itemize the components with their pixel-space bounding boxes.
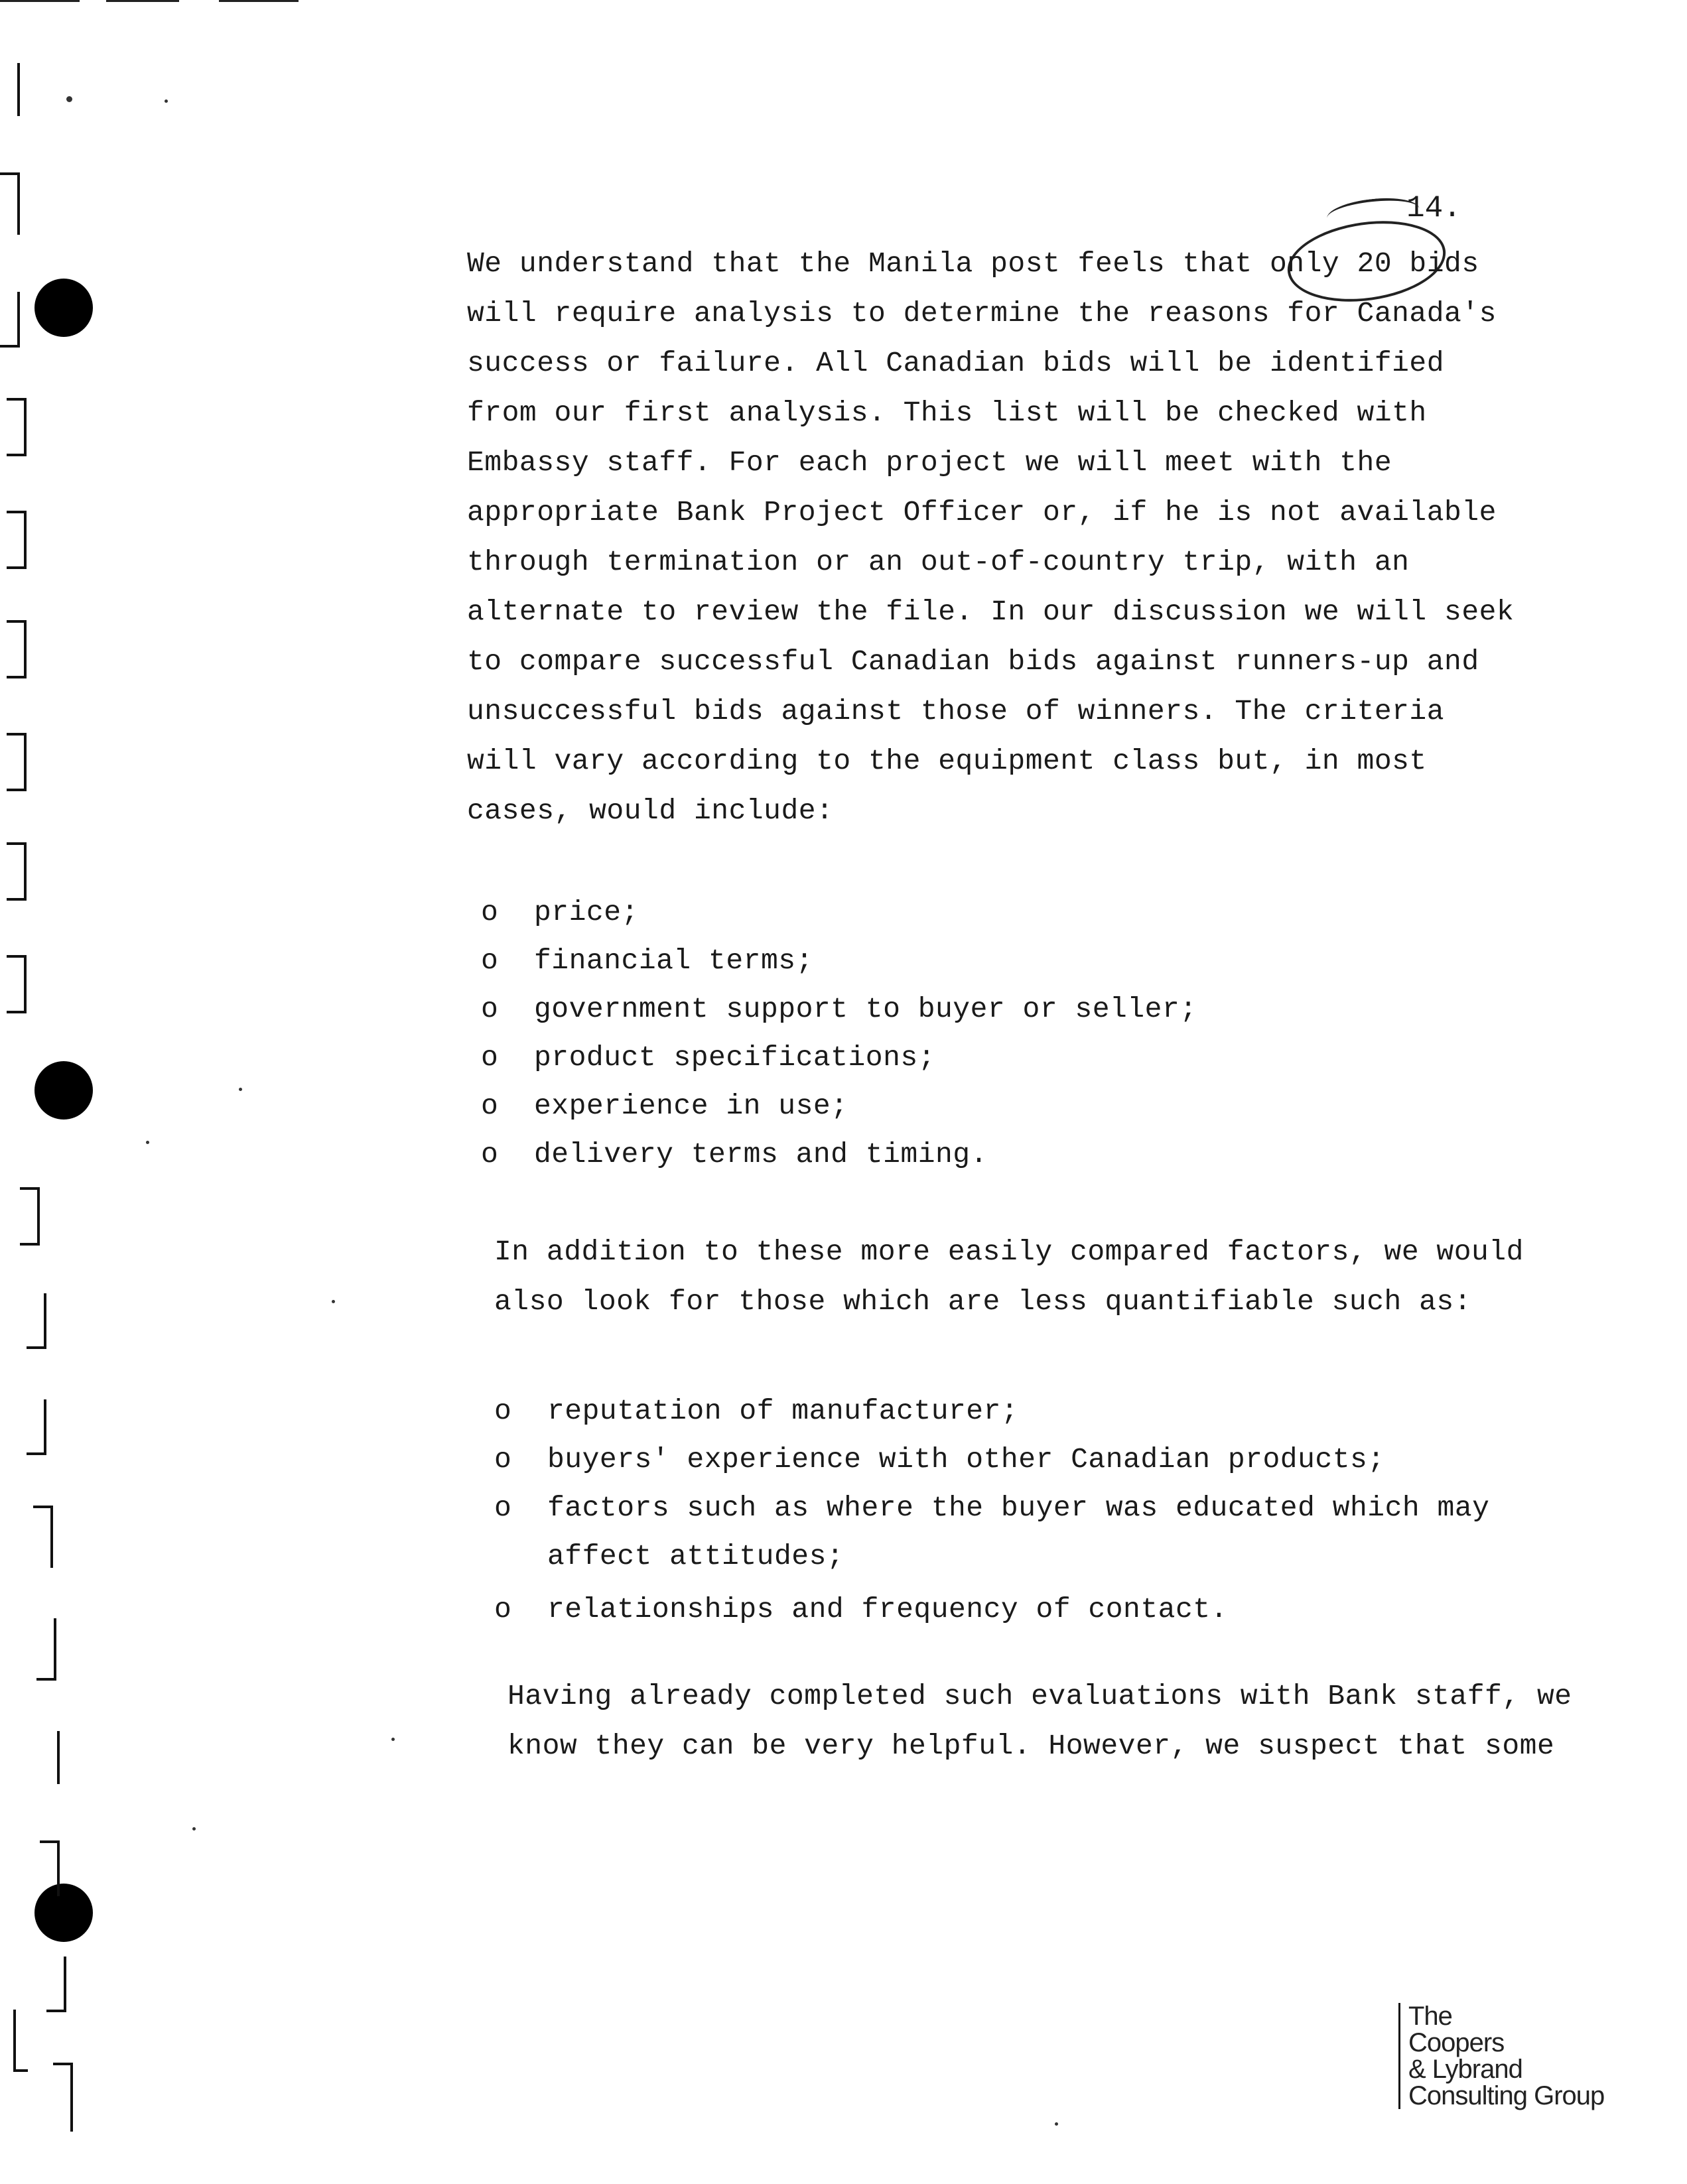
bullet-marker: o <box>494 1443 512 1476</box>
list-item-text: product specifications; <box>534 1041 935 1074</box>
list-item-text: financial terms; <box>534 944 813 977</box>
margin-bracket <box>7 398 27 456</box>
bullet-marker: o <box>494 1395 512 1427</box>
text-line: to compare successful Canadian bids against runners-up and <box>467 645 1479 678</box>
list-item-text: price; <box>534 896 639 929</box>
margin-bracket <box>7 511 27 569</box>
text-line: We understand that the Manila post feels that only 20 bids <box>467 247 1479 280</box>
text-line: from our first analysis. This list will be checked with <box>467 397 1427 429</box>
text-line: will vary according to the equipment class but, in most <box>467 745 1427 777</box>
text-line: In addition to these more easily compared factors, we would <box>494 1236 1524 1268</box>
bullet-marker: o <box>481 944 499 977</box>
margin-bracket <box>46 1957 66 2012</box>
margin-bracket <box>0 63 20 116</box>
qualitative-list <box>494 1386 1489 1633</box>
list-item-continuation: affect attitudes; <box>547 1540 844 1573</box>
scan-speck <box>1055 2122 1058 2126</box>
list-item <box>481 984 1197 1033</box>
text-line: unsuccessful bids against those of winners. The criteria <box>467 695 1445 728</box>
margin-bracket <box>33 1506 53 1568</box>
list-item-text: experience in use; <box>534 1090 848 1122</box>
text-line: will require analysis to determine the reasons for Canada's <box>467 297 1497 330</box>
text-line: know they can be very helpful. However, we suspect that some <box>507 1730 1555 1762</box>
margin-bracket <box>27 1293 46 1349</box>
scan-speck <box>66 96 72 102</box>
margin-bracket <box>13 2010 28 2072</box>
logo-line: Coopers <box>1408 2028 1505 2057</box>
bullet-marker: o <box>481 896 499 929</box>
paragraph-intro <box>467 239 1514 836</box>
list-item-text: buyers' experience with other Canadian products; <box>547 1443 1385 1476</box>
margin-bracket <box>0 172 20 235</box>
text-line: also look for those which are less quantifiable such as: <box>494 1285 1472 1318</box>
top-rule-right <box>219 0 299 2</box>
list-item-text: delivery terms and timing. <box>534 1138 988 1171</box>
text-line: cases, would include: <box>467 795 834 827</box>
list-item <box>481 1081 1197 1129</box>
scan-speck <box>146 1141 149 1144</box>
list-item <box>494 1386 1489 1435</box>
margin-bracket <box>40 1840 60 1896</box>
text-line: appropriate Bank Project Officer or, if he is not available <box>467 496 1497 529</box>
binder-hole-top <box>34 279 93 337</box>
scan-speck <box>332 1300 335 1303</box>
scan-speck <box>165 99 168 103</box>
list-item <box>481 1033 1197 1081</box>
scan-speck <box>239 1088 242 1091</box>
margin-bracket <box>7 733 27 791</box>
top-rule-left <box>0 0 80 2</box>
margin-bracket <box>27 1399 46 1455</box>
logo-line: & Lybrand <box>1408 2055 1522 2084</box>
bullet-marker: o <box>481 993 499 1025</box>
margin-bracket <box>53 2063 73 2132</box>
bullet-marker: o <box>494 1492 512 1524</box>
margin-bracket <box>7 620 27 678</box>
list-item <box>481 1129 1197 1178</box>
list-item <box>494 1435 1489 1483</box>
scan-speck <box>391 1738 395 1741</box>
binder-hole-middle <box>34 1061 93 1120</box>
bullet-marker: o <box>481 1138 499 1171</box>
scan-speck <box>192 1827 196 1831</box>
list-item-text: factors such as where the buyer was educated which may <box>547 1492 1490 1524</box>
text-line: success or failure. All Canadian bids will be identified <box>467 347 1445 379</box>
text-line: through termination or an out-of-country trip, with an <box>467 546 1410 578</box>
top-rule-middle <box>106 0 179 2</box>
bullet-marker: o <box>494 1593 512 1626</box>
logo-line: Consulting Group <box>1408 2081 1605 2110</box>
list-item-text: relationships and frequency of contact. <box>547 1593 1228 1626</box>
list-item <box>494 1483 1489 1531</box>
bullet-marker: o <box>481 1090 499 1122</box>
margin-bracket <box>36 1618 56 1681</box>
paragraph-closing <box>507 1671 1572 1771</box>
bullet-marker: o <box>481 1041 499 1074</box>
list-item <box>481 936 1197 984</box>
page-number: 14. <box>1406 191 1461 225</box>
logo-line: The <box>1408 2002 1452 2031</box>
list-item-text: government support to buyer or seller; <box>534 993 1197 1025</box>
text-line: Having already completed such evaluations with Bank staff, we <box>507 1680 1572 1712</box>
list-item-text: reputation of manufacturer; <box>547 1395 1019 1427</box>
margin-bracket <box>7 842 27 901</box>
paragraph-qualitative-intro <box>494 1227 1524 1326</box>
margin-bracket <box>40 1731 60 1784</box>
margin-bracket <box>0 292 20 348</box>
list-item <box>481 887 1197 936</box>
criteria-list <box>481 887 1197 1178</box>
company-logo <box>1398 2003 1604 2109</box>
text-line: Embassy staff. For each project we will meet with the <box>467 446 1392 479</box>
text-line: alternate to review the file. In our discussion we will seek <box>467 596 1515 628</box>
list-item <box>494 1584 1489 1633</box>
margin-bracket <box>20 1187 40 1246</box>
margin-bracket <box>7 955 27 1013</box>
